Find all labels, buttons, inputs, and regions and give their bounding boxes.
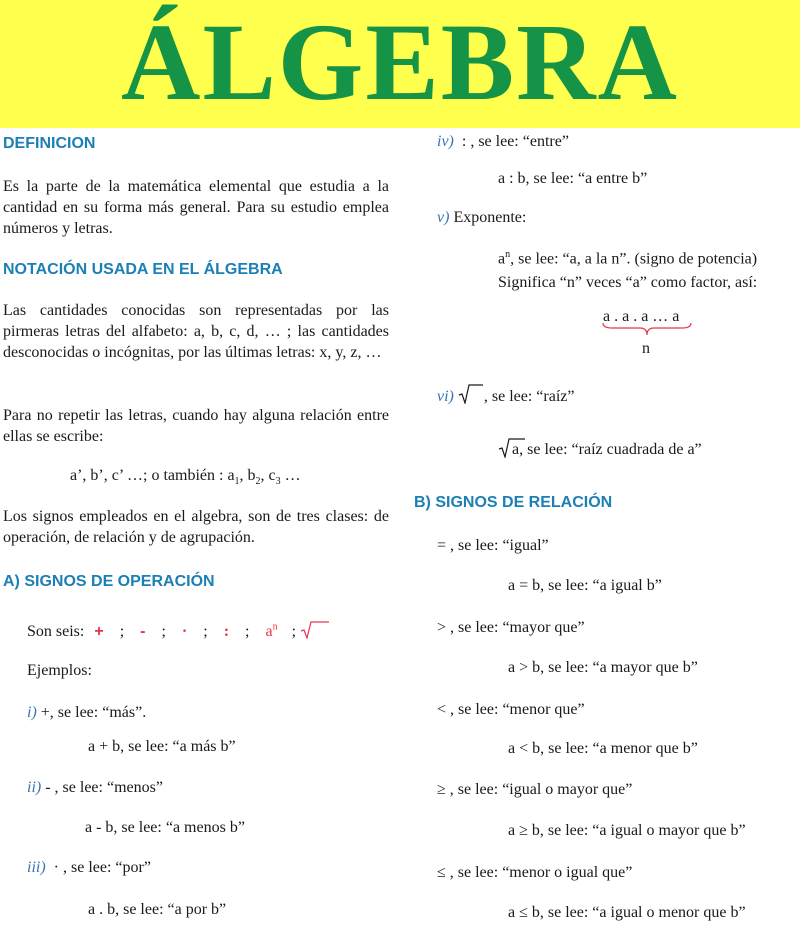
rel-item-4: ≥ , se lee: “igual o mayor que” bbox=[437, 781, 633, 798]
minus-sign: - bbox=[140, 623, 146, 640]
power-sign: $a^n$ bbox=[265, 621, 278, 640]
rel-example-2: a > b, se lee: “a mayor que b” bbox=[508, 659, 698, 676]
rel-example-5: a ≤ b, se lee: “a igual o menor que b” bbox=[508, 904, 746, 921]
definition-text: Es la parte de la matemática elemental que estudia a la cantidad en su forma más general. Para su estudio emplea números y letras. bbox=[3, 178, 389, 237]
rel-item-1: = , se lee: “igual” bbox=[437, 537, 549, 554]
op-example-2: a - b, se lee: “a menos b” bbox=[85, 819, 245, 836]
product-n: n bbox=[642, 340, 650, 357]
colon-sign: : bbox=[223, 623, 230, 640]
signs-list: Son seis: + ; - ; · ; : ; $a^n$ ; bbox=[27, 621, 330, 641]
exponent-line-2: Significa “n” veces “a” como factor, así: bbox=[498, 274, 758, 291]
notation-paragraph-1: Las cantidades conocidas son representadas por las pirmeras letras del alfabeto: a, b, c, d, … ; las cantidades desconocidas o incógnitas, por las últimas letras: x, y, z, … bbox=[3, 302, 389, 361]
op-item-2: ii) - , se lee: “menos” bbox=[27, 779, 163, 796]
definition-heading: DEFINICION bbox=[3, 135, 96, 152]
op-item-1: i) +, se lee: “más”. bbox=[27, 704, 147, 721]
plus-sign: + bbox=[94, 623, 104, 640]
radical-icon bbox=[300, 621, 330, 639]
brace-icon bbox=[602, 322, 692, 336]
notation-example: a’, b’, c’ …; o también : $a_1$, $b_2$, $c_3$ … bbox=[70, 467, 301, 488]
op-example-6: a, se lee: “raíz cuadrada de a” bbox=[498, 438, 702, 459]
ejemplos-label: Ejemplos: bbox=[27, 662, 92, 679]
notation-heading: NOTACIÓN USADA EN EL ÁLGEBRA bbox=[3, 261, 283, 278]
rel-item-2: > , se lee: “mayor que” bbox=[437, 619, 585, 636]
product-expression: a . a . a … a bbox=[603, 308, 680, 325]
dot-sign: · bbox=[181, 623, 188, 640]
op-item-4: iv) : , se lee: “entre” bbox=[437, 133, 569, 150]
rel-example-1: a = b, se lee: “a igual b” bbox=[508, 577, 662, 594]
op-example-3: a . b, se lee: “a por b” bbox=[88, 901, 227, 918]
operations-heading: A) SIGNOS DE OPERACIÓN bbox=[3, 573, 215, 590]
op-item-3: iii) · , se lee: “por” bbox=[27, 859, 151, 876]
op-example-4: a : b, se lee: “a entre b” bbox=[498, 170, 648, 187]
op-item-5: v) Exponente: bbox=[437, 209, 527, 226]
rel-example-3: a < b, se lee: “a menor que b” bbox=[508, 740, 698, 757]
rel-example-4: a ≥ b, se lee: “a igual o mayor que b” bbox=[508, 822, 746, 839]
op-item-6: vi) , se lee: “raíz” bbox=[437, 384, 574, 406]
exponent-line-1: $a^n$, se lee: “a, a la n”. (signo de potencia) bbox=[498, 249, 758, 268]
title-banner bbox=[0, 0, 800, 128]
relations-heading: B) SIGNOS DE RELACIÓN bbox=[414, 494, 613, 511]
notation-paragraph-3: Los signos empleados en el algebra, son de tres clases: de operación, de relación y de agrupación. bbox=[3, 508, 389, 546]
page-title: ÁLGEBRA bbox=[121, 1, 679, 123]
notation-paragraph-2: Para no repetir las letras, cuando hay alguna relación entre ellas se escribe: bbox=[3, 407, 389, 445]
rel-item-3: < , se lee: “menor que” bbox=[437, 701, 585, 718]
rel-item-5: ≤ , se lee: “menor o igual que” bbox=[437, 864, 633, 881]
notation-example-prefix: a’, b’, c’ …; o también : bbox=[70, 467, 228, 484]
radical-icon bbox=[458, 384, 484, 404]
op-example-1: a + b, se lee: “a más b” bbox=[88, 738, 236, 755]
